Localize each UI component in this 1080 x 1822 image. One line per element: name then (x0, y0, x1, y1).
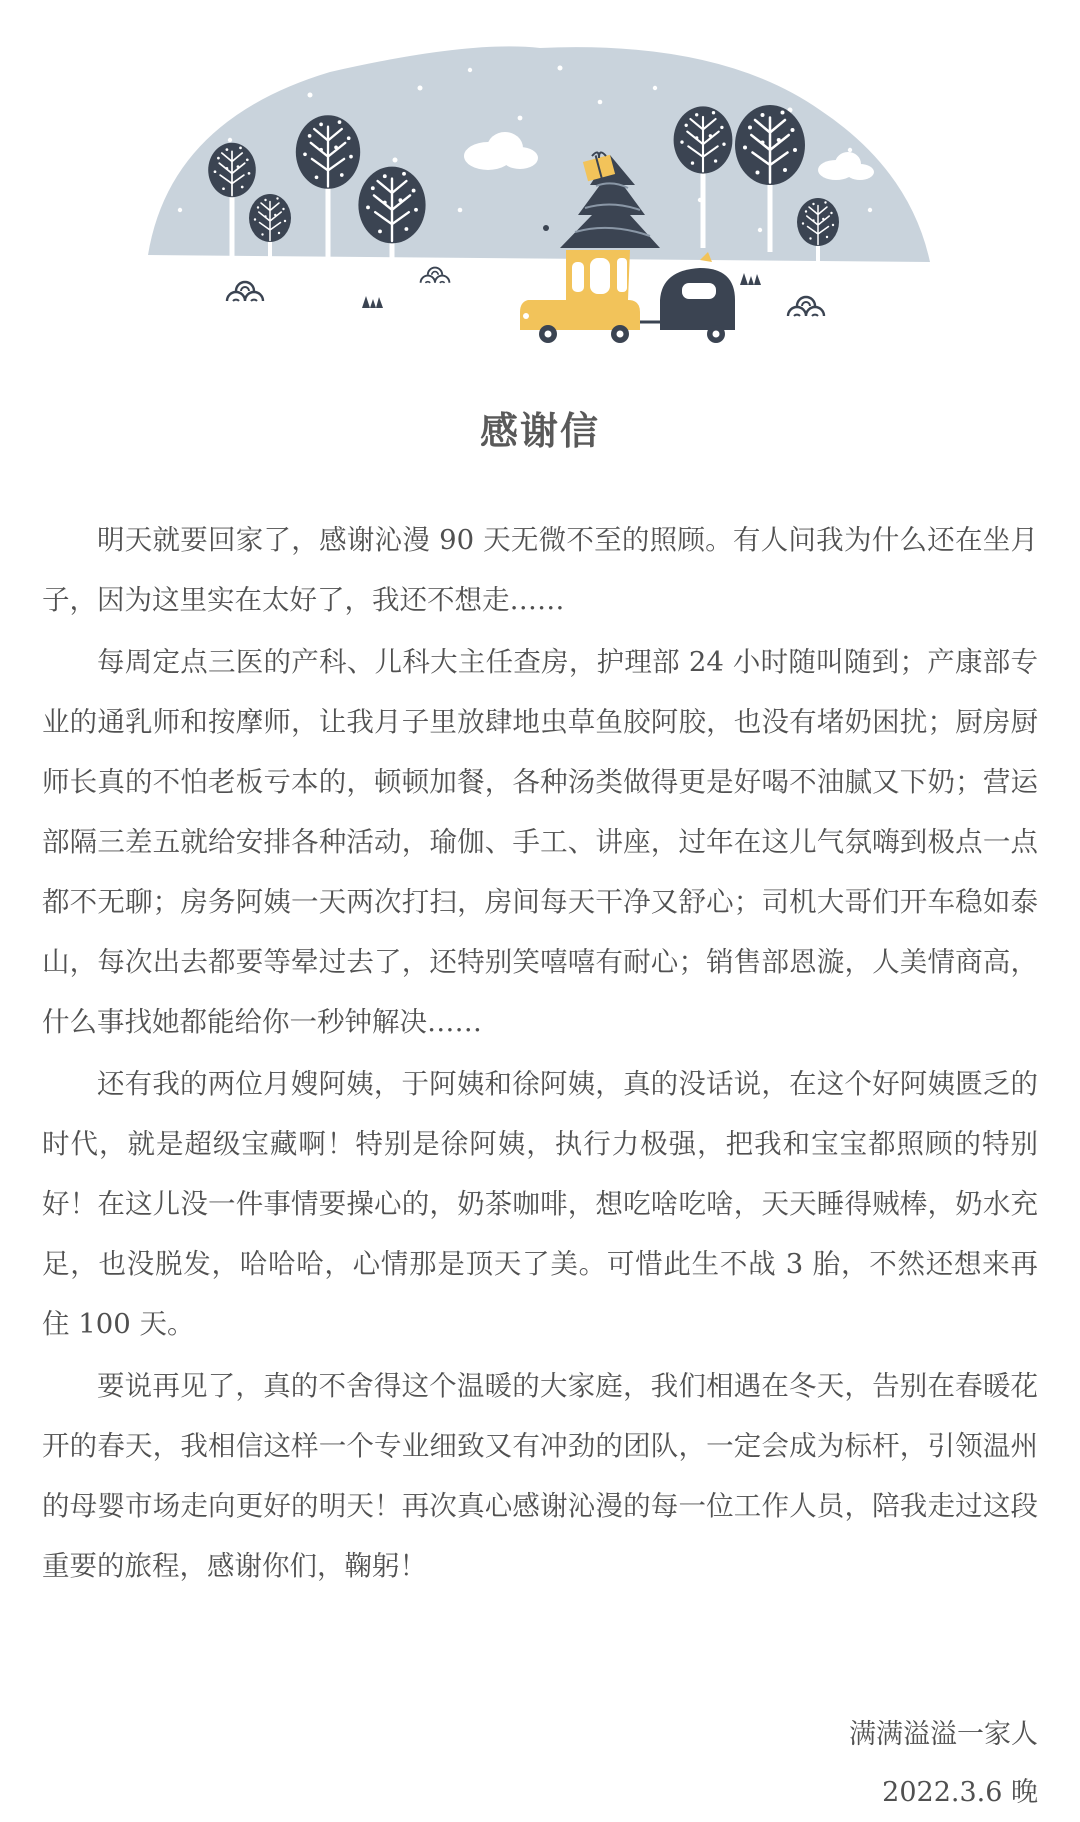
letter-paragraph: 每周定点三医的产科、儿科大主任查房，护理部 24 小时随叫随到；产康部专业的通乳师和按摩师，让我月子里放肆地虫草鱼胶阿胶，也没有堵奶困扰；厨房厨师长真的不怕老板亏本的，顿顿加餐，各种汤类做得更是好喝不油腻又下奶；营运部隔三差五就给安排各种活动，瑜伽、手工、讲座，过年在这儿气氛嗨到极点一点都不无聊；房务阿姨一天两次打扫，房间每天干净又舒心；司机大哥们开车稳如泰山，每次出去都要等晕过去了，还特别笑嘻嘻有耐心；销售部恩漩，人美情商高，什么事找她都能给你一秒钟解决…… (42, 646, 1038, 1038)
letter-title: 感谢信 (479, 409, 600, 453)
letter-paragraph: 要说再见了，真的不舍得这个温暖的大家庭，我们相遇在冬天，告别在春暖花开的春天，我相信这样一个专业细致又有冲劲的团队，一定会成为标杆，引领温州的母婴市场走向更好的明天！再次真心感谢沁漫的每一位工作人员，陪我走过这段重要的旅程，感谢你们，鞠躬！ (42, 1370, 1038, 1582)
letter-paragraph: 还有我的两位月嫂阿姨，于阿姨和徐阿姨，真的没话说，在这个好阿姨匮乏的时代，就是超级宝藏啊！特别是徐阿姨，执行力极强，把我和宝宝都照顾的特别好！在这儿没一件事情要操心的，奶茶咖啡，想吃啥吃啥，天天睡得贼棒，奶水充足，也没脱发，哈哈哈，心情那是顶天了美。可惜此生不战 3 胎，不然还想来再住 100 天。 (42, 1068, 1038, 1340)
winter-scene-illustration (0, 0, 1080, 370)
camper-trailer-icon (640, 252, 735, 343)
signature-date: 2022.3.6 晚 (882, 1777, 1038, 1808)
letter-signature-block (849, 1706, 1038, 1822)
car-icon (520, 250, 640, 343)
letter-body (42, 510, 1038, 1598)
signature-name: 满满溢溢一家人 (849, 1719, 1038, 1750)
letter-paragraph: 明天就要回家了，感谢沁漫 90 天无微不至的照顾。有人问我为什么还在坐月子，因为这里实在太好了，我还不想走…… (42, 524, 1038, 616)
